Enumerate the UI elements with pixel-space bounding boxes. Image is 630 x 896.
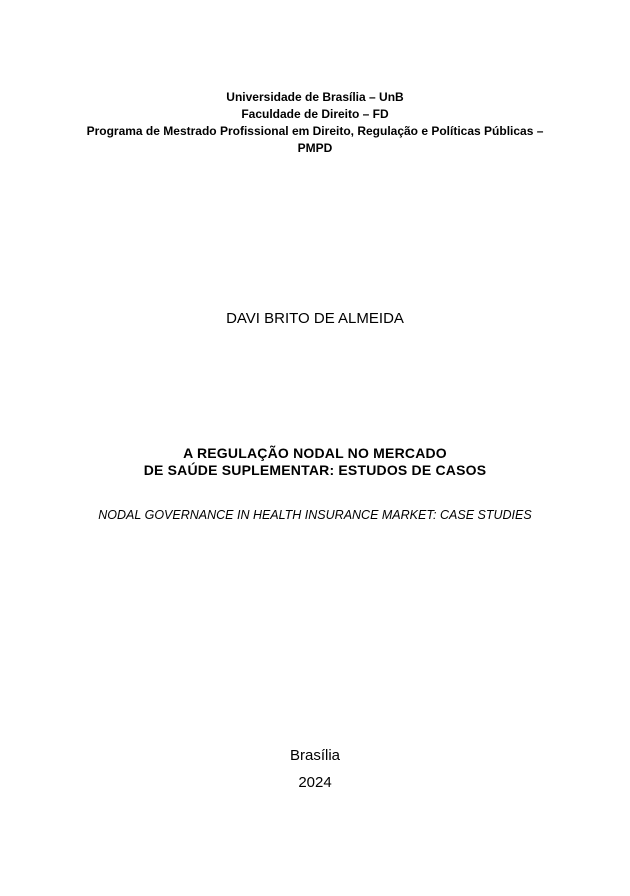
program-acronym: PMPD — [297, 141, 333, 155]
faculty-name: Faculdade de Direito – FD — [241, 107, 389, 121]
city: Brasília — [289, 747, 341, 764]
title-line-1: A REGULAÇÃO NODAL NO MERCADO — [183, 445, 447, 461]
institution-header — [0, 89, 630, 157]
program-name: Programa de Mestrado Profissional em Direito, Regulação e Políticas Públicas – — [86, 124, 544, 138]
english-title: NODAL GOVERNANCE IN HEALTH INSURANCE MARKET: CASE STUDIES — [98, 508, 532, 522]
author-name: DAVI BRITO DE ALMEIDA — [226, 310, 404, 327]
university-name: Universidade de Brasília – UnB — [226, 90, 404, 104]
title-line-2: DE SAÚDE SUPLEMENTAR: ESTUDOS DE CASOS — [143, 462, 487, 478]
year: 2024 — [298, 774, 332, 791]
thesis-title — [0, 445, 630, 479]
